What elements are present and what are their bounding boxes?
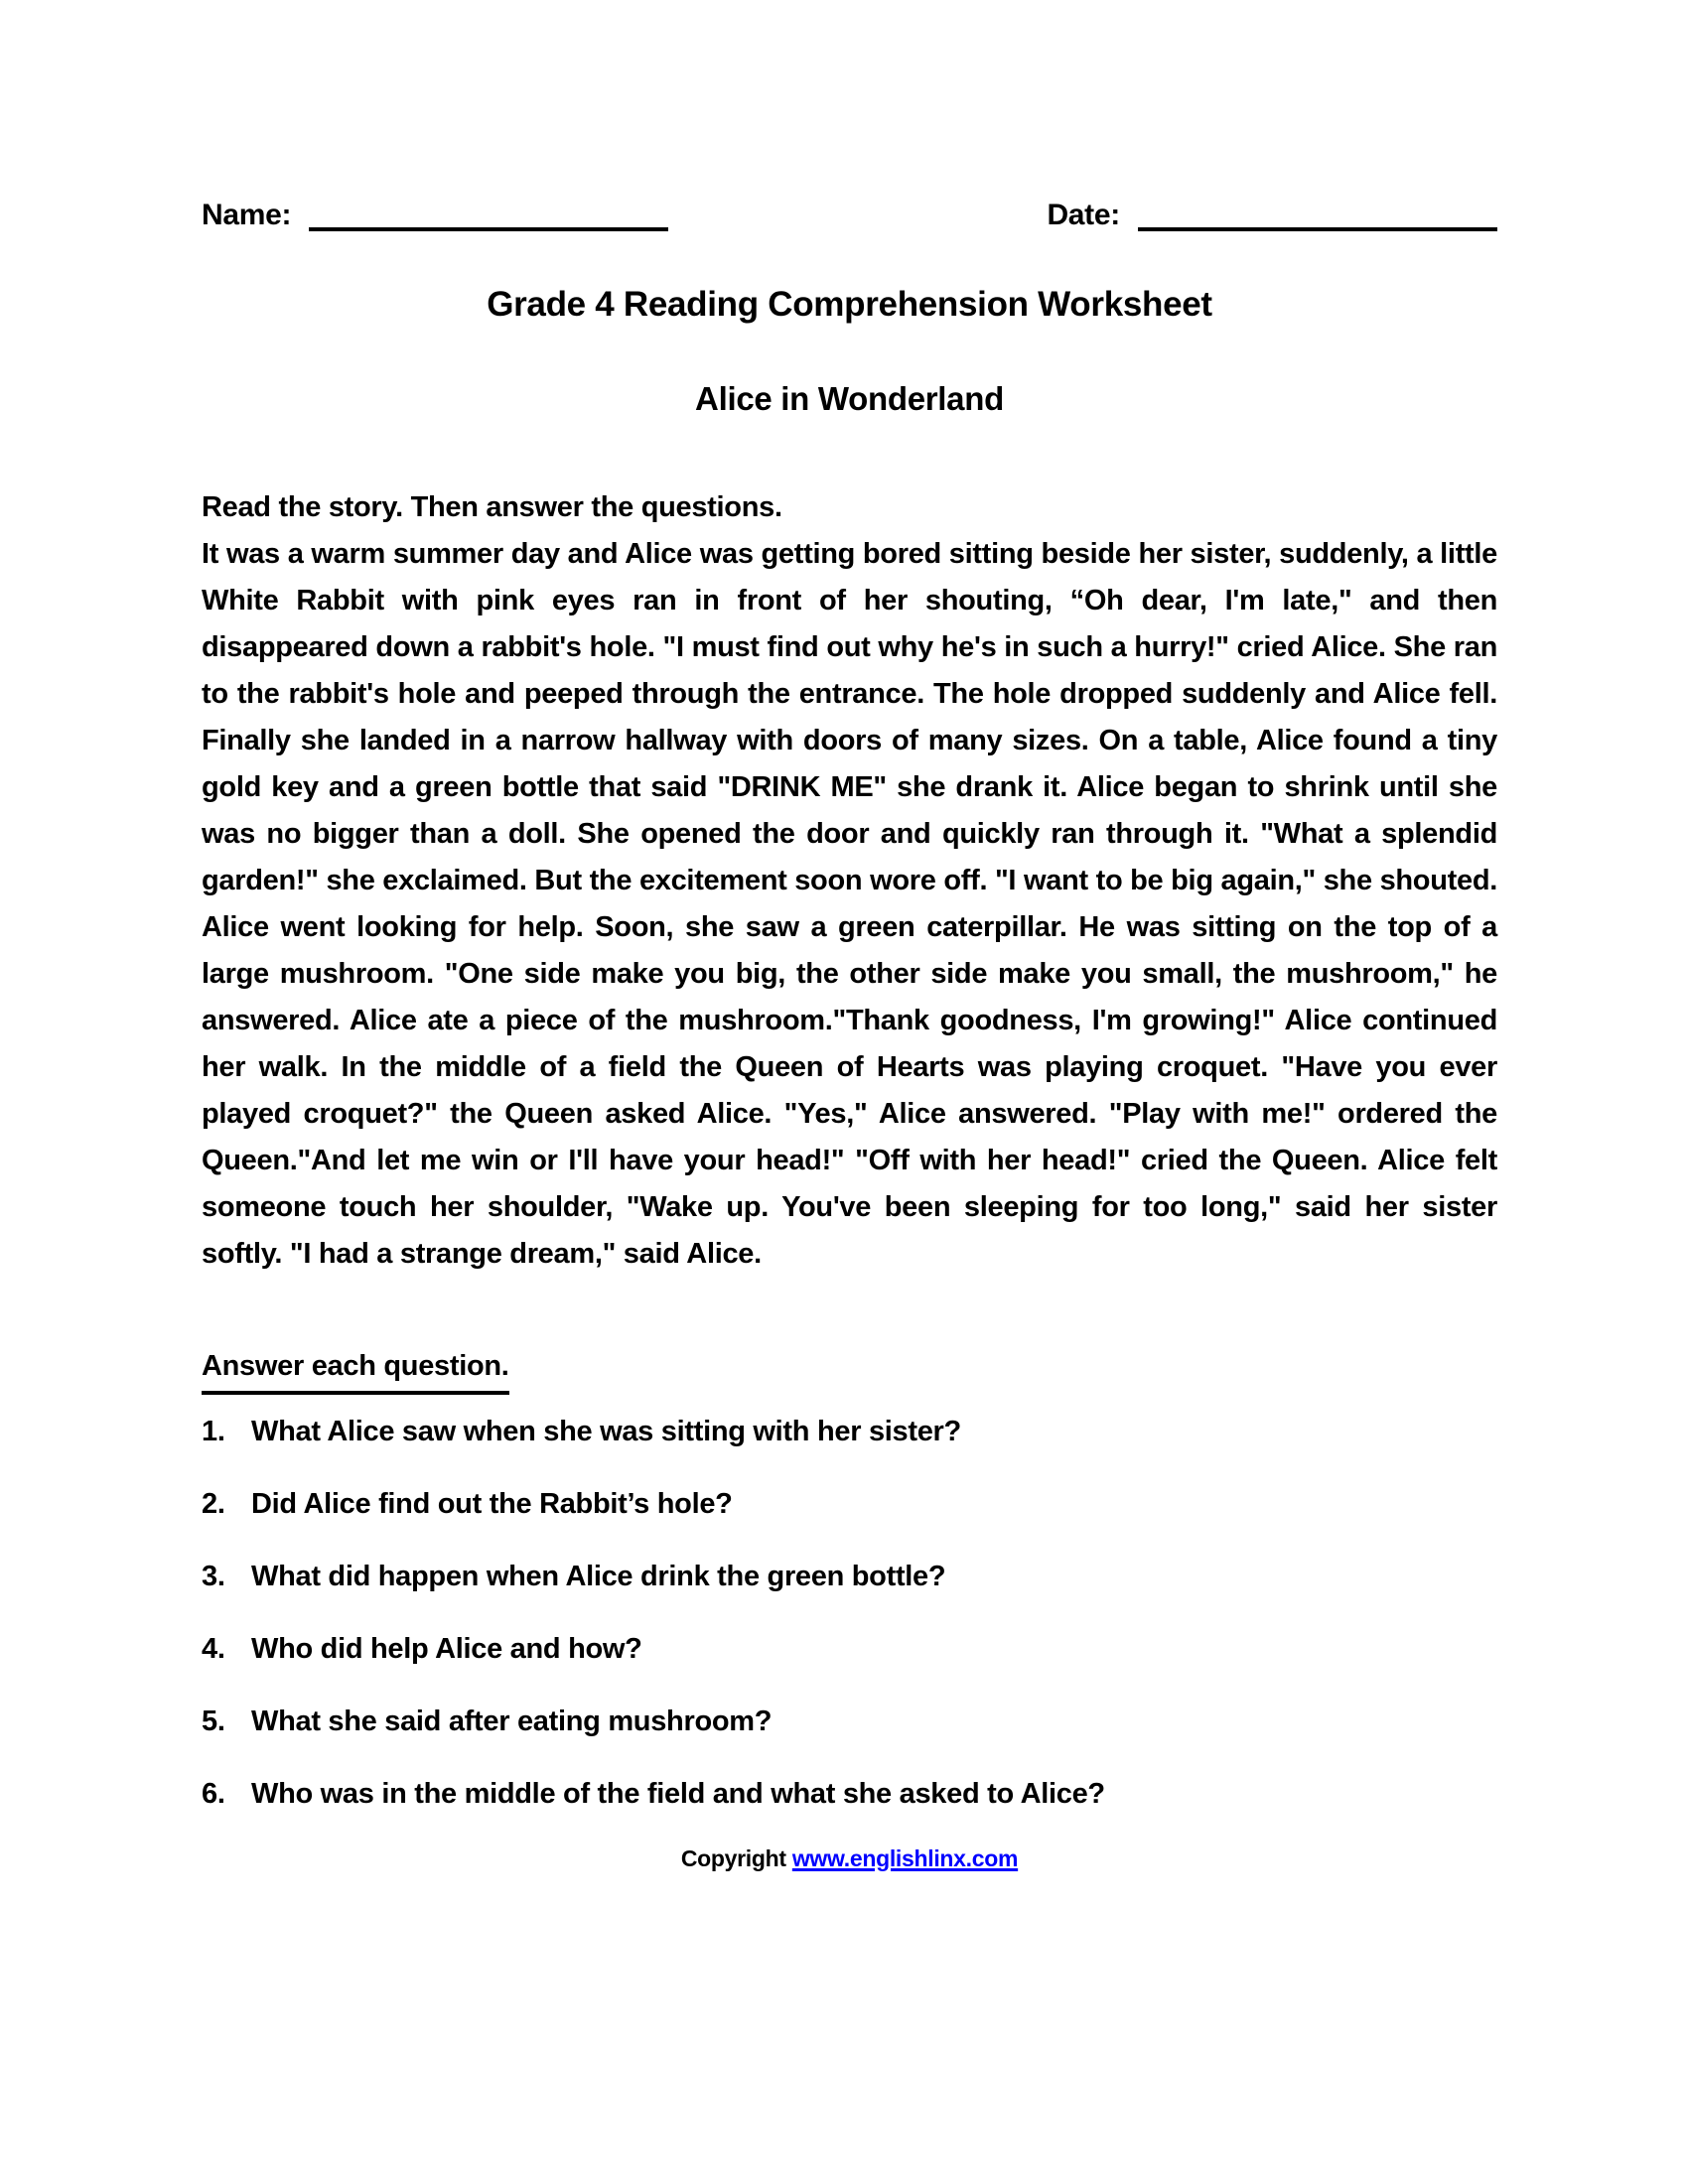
question-item-2	[202, 1481, 1497, 1528]
question-text: Who did help Alice and how?	[251, 1633, 642, 1665]
date-blank-line	[1138, 200, 1497, 231]
question-text: Did Alice find out the Rabbit’s hole?	[251, 1488, 733, 1520]
question-item-6	[202, 1771, 1497, 1818]
question-text: What did happen when Alice drink the green bottle?	[251, 1561, 946, 1592]
story-block	[202, 484, 1497, 1278]
questions-list	[202, 1409, 1497, 1818]
question-number: 3.	[202, 1561, 225, 1592]
question-text: What Alice saw when she was sitting with her sister?	[251, 1416, 961, 1447]
story-title: Alice in Wonderland	[695, 380, 1004, 417]
copyright-label: Copyright	[680, 1845, 786, 1871]
copyright-link[interactable]: www.englishlinx.com	[791, 1845, 1019, 1871]
copyright-row	[202, 1843, 1497, 1873]
name-field	[202, 199, 668, 232]
name-label: Name:	[202, 199, 292, 231]
question-item-3	[202, 1554, 1497, 1600]
question-text: Who was in the middle of the field and what she asked to Alice?	[251, 1778, 1105, 1810]
question-number: 6.	[202, 1778, 225, 1810]
worksheet-title: Grade 4 Reading Comprehension Worksheet	[487, 285, 1212, 324]
question-item-4	[202, 1626, 1497, 1673]
name-date-row	[202, 199, 1497, 232]
question-item-1	[202, 1409, 1497, 1455]
date-field	[1047, 199, 1497, 232]
question-item-5	[202, 1699, 1497, 1745]
question-number: 2.	[202, 1488, 225, 1520]
question-text: What she said after eating mushroom?	[251, 1706, 773, 1737]
questions-heading-row	[202, 1343, 1497, 1395]
story-text: It was a warm summer day and Alice was getting bored sitting beside her sister, suddenly, a little White Rabbit with pink eyes ran in front of her shouting, “Oh dear, I'm late," and then disappeared down a rabbit's hole. "I must find out why he's in such a hurry!" cried Alice. She ran to the rabbit's hole and peeped through the entrance. The hole dropped suddenly and Alice fell. Finally she landed in a narrow hallway with doors of many sizes. On a table, Alice found a tiny gold key and a green bottle that said "DRINK ME" she drank it. Alice began to shrink until she was no bigger than a doll. She opened the door and quickly ran through it. "What a splendid garden!" she exclaimed. But the excitement soon wore off. "I want to be big again," she shouted. Alice went looking for help. Soon, she saw a green caterpillar. He was sitting on the top of a large mushroom. "One side make you big, the other side make you small, the mushroom," he answered. Alice ate a piece of the mushroom."Thank goodness, I'm growing!" Alice continued her walk. In the middle of a field the Queen of Hearts was playing croquet. "Have you ever played croquet?" the Queen asked Alice. "Yes," Alice answered. "Play with me!" ordered the Queen."And let me win or I'll have your head!" "Off with her head!" cried the Queen. Alice felt someone touch her shoulder, "Wake up. You've been sleeping for too long," said her sister softly. "I had a strange dream," said Alice.	[202, 538, 1497, 1270]
name-blank-line	[309, 200, 668, 231]
question-number: 5.	[202, 1706, 225, 1737]
date-label: Date:	[1047, 199, 1120, 231]
questions-heading: Answer each question.	[202, 1343, 509, 1395]
question-number: 4.	[202, 1633, 225, 1665]
question-number: 1.	[202, 1416, 225, 1447]
instructions-line: Read the story. Then answer the questions.	[202, 491, 782, 523]
